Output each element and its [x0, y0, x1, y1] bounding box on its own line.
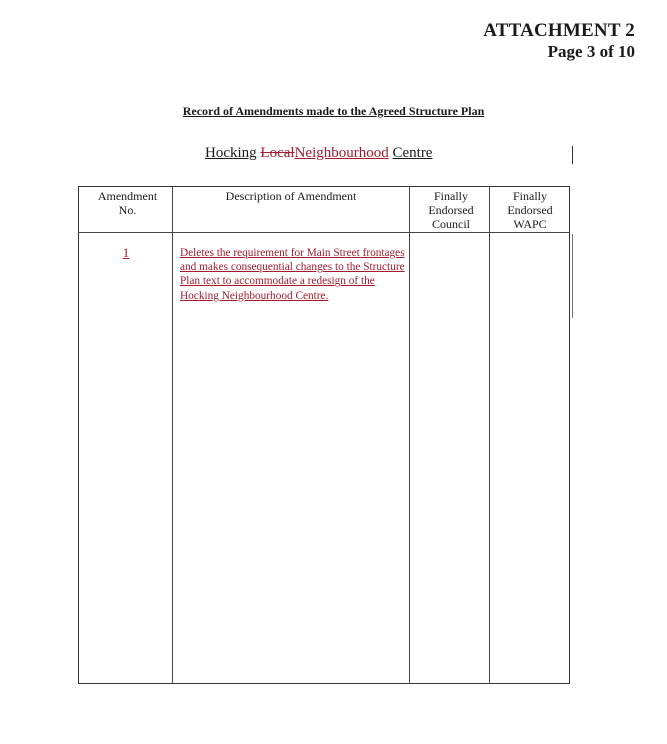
- margin-mark: [572, 234, 573, 318]
- column-divider: [489, 186, 490, 684]
- page-number: Page 3 of 10: [547, 41, 635, 61]
- record-title: Record of Amendments made to the Agreed Structure Plan: [182, 104, 485, 118]
- table-header-divider: [78, 232, 570, 233]
- plan-title-suffix: Centre: [392, 145, 433, 161]
- plan-title-prefix: Hocking: [205, 145, 257, 161]
- plan-title: [205, 145, 432, 162]
- plan-title-inserted: Neighbourhood: [294, 145, 389, 161]
- header-endorsed-wapc: Finally Endorsed WAPC: [507, 189, 553, 231]
- amendment-number: 1: [122, 245, 130, 260]
- attachment-label: ATTACHMENT 2: [483, 20, 635, 41]
- header-endorsed-council: Finally Endorsed Council: [428, 189, 474, 231]
- text-cursor: [572, 146, 573, 164]
- attachment-header: [483, 20, 635, 61]
- column-divider: [409, 186, 410, 684]
- amendment-description: Deletes the requirement for Main Street frontages and makes consequential changes to the Structure Plan text to accommodate a redesign of the Hocking Neighbourhood Centre.: [180, 247, 405, 302]
- plan-title-deleted: Local: [260, 145, 295, 161]
- header-amendment-no: Amendment No.: [97, 189, 158, 217]
- header-description: Description of Amendment: [225, 189, 357, 203]
